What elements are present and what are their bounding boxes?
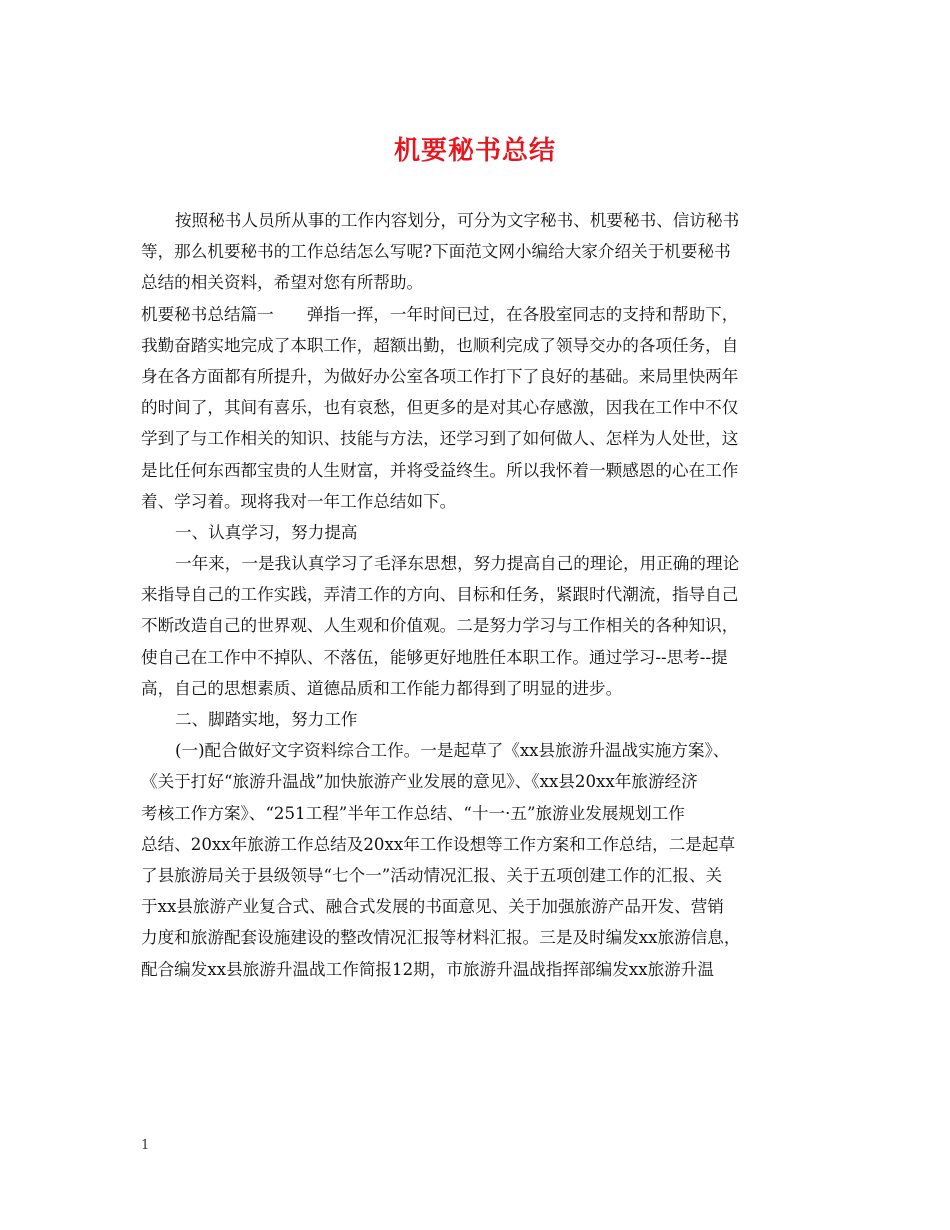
- text-line: (一)配合做好文字资料综合工作。一是起草了《xx县旅游升温战实施方案》、: [175, 741, 730, 761]
- text-line: 考核工作方案》、“251工程”半年工作总结、“十一·五”旅游业发展规划工作: [141, 803, 685, 823]
- page-title: 机要秘书总结: [393, 136, 556, 166]
- text-line: 总结、20xx年旅游工作总结及20xx年工作设想等工作方案和工作总结，二是起草: [141, 834, 736, 854]
- section-heading: 一、认真学习，努力提高: [175, 522, 358, 542]
- text-line: 于xx县旅游产业复合式、融合式发展的书面意见、关于加强旅游产品开发、营销: [141, 897, 724, 917]
- text-line: 来指导自己的工作实践，弄清工作的方向、目标和任务，紧跟时代潮流，指导自己: [141, 585, 739, 605]
- text-line: 不断改造自己的世界观、人生观和价值观。二是努力学习与工作相关的各种知识，: [141, 616, 739, 636]
- document-body: [141, 205, 811, 985]
- text-line: 机要秘书总结篇一 弹指一挥，一年时间已过，在各股室同志的支持和帮助下，: [141, 304, 739, 324]
- text-line: 了县旅游局关于县级领导“七个一”活动情况汇报、关于五项创建工作的汇报、关: [141, 865, 723, 885]
- text-line: 使自己在工作中不掉队、不落伍，能够更好地胜任本职工作。通过学习--思考--提: [141, 647, 728, 667]
- page-number: 1: [141, 1138, 150, 1153]
- text-line: 力度和旅游配套设施建设的整改情况汇报等材料汇报。三是及时编发xx旅游信息，: [141, 928, 741, 948]
- text-line: 《关于打好“旅游升温战”加快旅游产业发展的意见》、《xx县20xx年旅游经济: [141, 772, 698, 792]
- text-line: 一年来，一是我认真学习了毛泽东思想，努力提高自己的理论，用正确的理论: [175, 554, 740, 574]
- text-line: 学到了与工作相关的知识、技能与方法，还学习到了如何做人、怎样为人处世，这: [141, 429, 739, 449]
- text-line: 高，自己的思想素质、道德品质和工作能力都得到了明显的进步。: [141, 678, 623, 698]
- text-line: 配合编发xx县旅游升温战工作简报12期，市旅游升温战指挥部编发xx旅游升温: [141, 959, 714, 979]
- text-line: 总结的相关资料，希望对您有所帮助。: [141, 273, 424, 293]
- text-line: 是比任何东西都宝贵的人生财富，并将受益终生。所以我怀着一颗感恩的心在工作: [141, 460, 739, 480]
- text-line: 着、学习着。现将我对一年工作总结如下。: [141, 491, 457, 511]
- text-line: 按照秘书人员所从事的工作内容划分，可分为文字秘书、机要秘书、信访秘书: [175, 211, 740, 230]
- section-heading: 二、脚踏实地，努力工作: [175, 710, 358, 729]
- text-line: 身在各方面都有所提升，为做好办公室各项工作打下了良好的基础。来局里快两年: [141, 366, 739, 386]
- text-line: 的时间了，其间有喜乐，也有哀愁，但更多的是对其心存感激，因我在工作中不仅: [141, 398, 739, 418]
- text-line: 我勤奋踏实地完成了本职工作，超额出勤，也顺利完成了领导交办的各项任务，自: [141, 335, 739, 355]
- text-line: 等，那么机要秘书的工作总结怎么写呢?下面范文网小编给大家介绍关于机要秘书: [141, 242, 731, 262]
